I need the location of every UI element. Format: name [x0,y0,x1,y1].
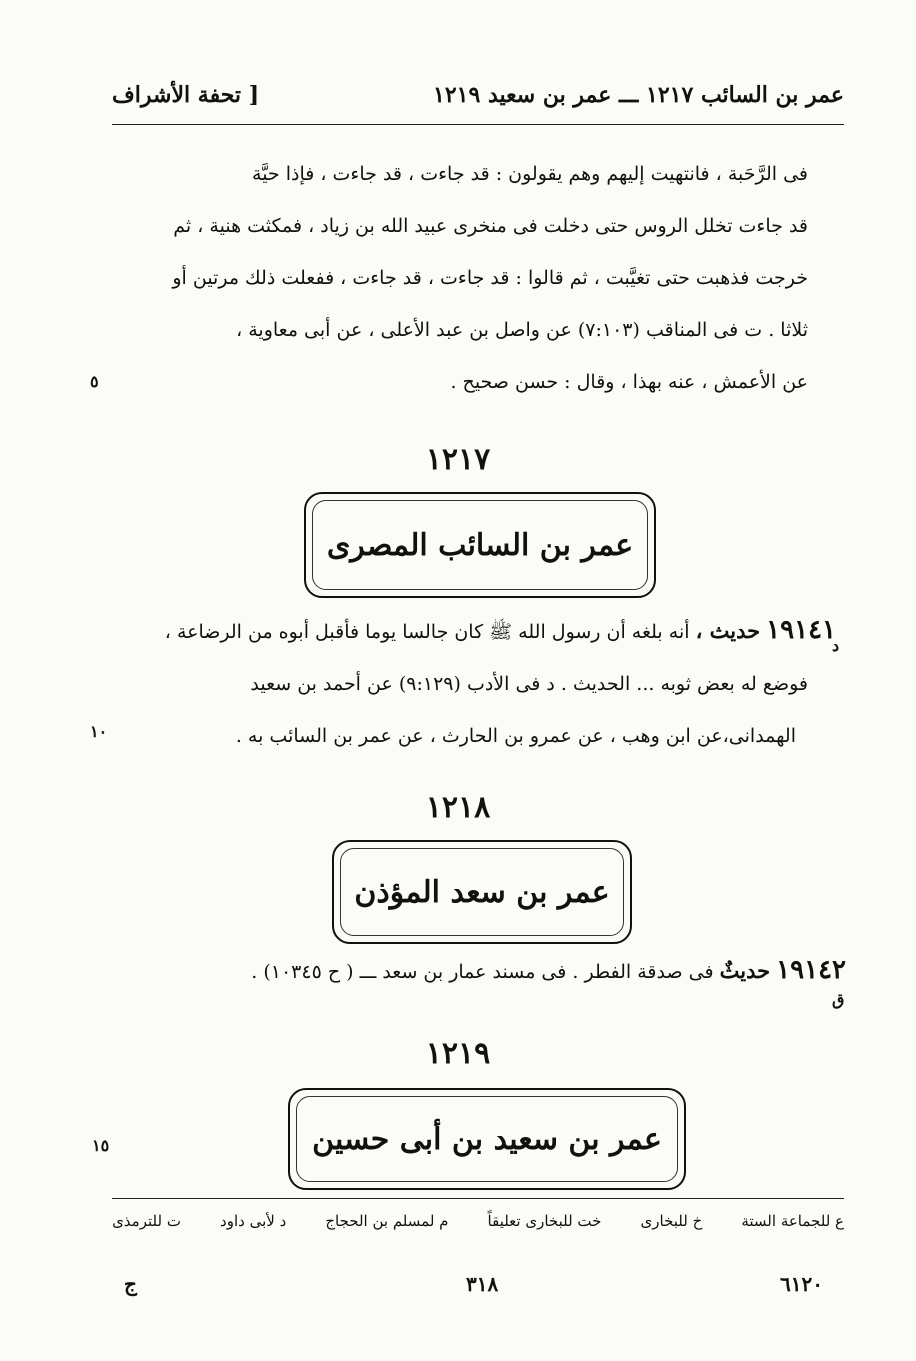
legend-item: م لمسلم بن الحجاج [325,1212,449,1230]
narrator-name: عمر بن سعد المؤذن [354,874,610,910]
running-title: عمر بن السائب ١٢١٧ ـــ عمر بن سعيد ١٢١٩ [433,82,844,108]
line-number-5: ٥ [90,372,99,391]
header-rule [112,124,844,125]
intro-paragraph [110,148,808,408]
abbreviation-legend [112,1212,844,1230]
intro-line: خرجت فذهبت حتى تغيَّبت ، ثم قالوا : قد جاءت ، قد جاءت ، ففعلت ذلك مرتين أو [172,267,808,289]
intro-line: فى الرَّحَبة ، فانتهيت إليهم وهم يقولون : قد جاءت ، قد جاءت ، فإذا حيَّة [252,163,808,185]
hadith-number: ١٩١٤٢ [776,955,846,985]
legend-item: د لأبى داود [220,1212,287,1230]
legend-item: خت للبخارى تعليقاً [487,1212,602,1230]
hadith-line [170,944,846,998]
legend-item: ع للجماعة الستة [741,1212,844,1230]
hadith-number: ١٩١٤١ [766,615,836,645]
hadith-text: فى صدقة الفطر . فى مسند عمار بن سعد ـــ ( ح ١٠٣٤٥) . [251,961,714,983]
legend-item: ت للترمذى [112,1212,181,1230]
intro-line: ثلاثا . ت فى المناقب (٧:١٠٣) عن واصل بن عبد الأعلى ، عن أبى معاوية ، [236,319,808,341]
page-number: ٣١٨ [466,1272,499,1296]
intro-line: عن الأعمش ، عنه بهذا ، وقال : حسن صحيح . [450,371,808,393]
footer-rule [112,1198,844,1199]
hadith-line [112,604,836,658]
line-number-15: ١٥ [92,1136,110,1155]
legend-item: خ للبخارى [640,1212,703,1230]
entry-number: ١٢١٩ [425,1036,491,1071]
hadith-word: حديثٌ [719,958,771,983]
book-title: [ تحفة الأشراف [112,82,260,108]
entry-number: ١٢١٨ [425,790,491,825]
narrator-name-box [288,1088,686,1190]
entry-number: ١٢١٧ [425,442,491,477]
intro-line: قد جاءت تخلل الروس حتى دخلت فى منخرى عبيد الله بن زياد ، فمكثت هنية ، ثم [173,215,808,237]
hadith-block [170,944,846,998]
narrator-name: عمر بن السائب المصرى [326,527,634,563]
line-number-10: ١٠ [90,722,108,741]
hadith-word: حديث ، [695,618,761,643]
running-header [112,82,844,122]
narrator-name: عمر بن سعيد بن أبى حسين [312,1121,662,1157]
narrator-name-box [304,492,656,598]
sigla-d: د [832,636,840,655]
hadith-line: فوضع له بعض ثوبه ... الحديث . د فى الأدب (٩:١٢٩) عن أحمد بن سعيد [250,673,808,695]
hadith-line: الهمدانى،عن ابن وهب ، عن عمرو بن الحارث ، عن عمر بن السائب به . [235,725,796,747]
volume-mark: ج [124,1272,137,1296]
sigla-q: ق [832,990,845,1009]
narrator-name-box [332,840,632,944]
serial-number: ٦١٢٠ [780,1272,823,1296]
hadith-block [112,604,836,762]
hadith-text: أنه بلغه أن رسول الله ﷺ كان جالسا يوما فأقبل أبوه من الرضاعة ، [164,621,690,643]
